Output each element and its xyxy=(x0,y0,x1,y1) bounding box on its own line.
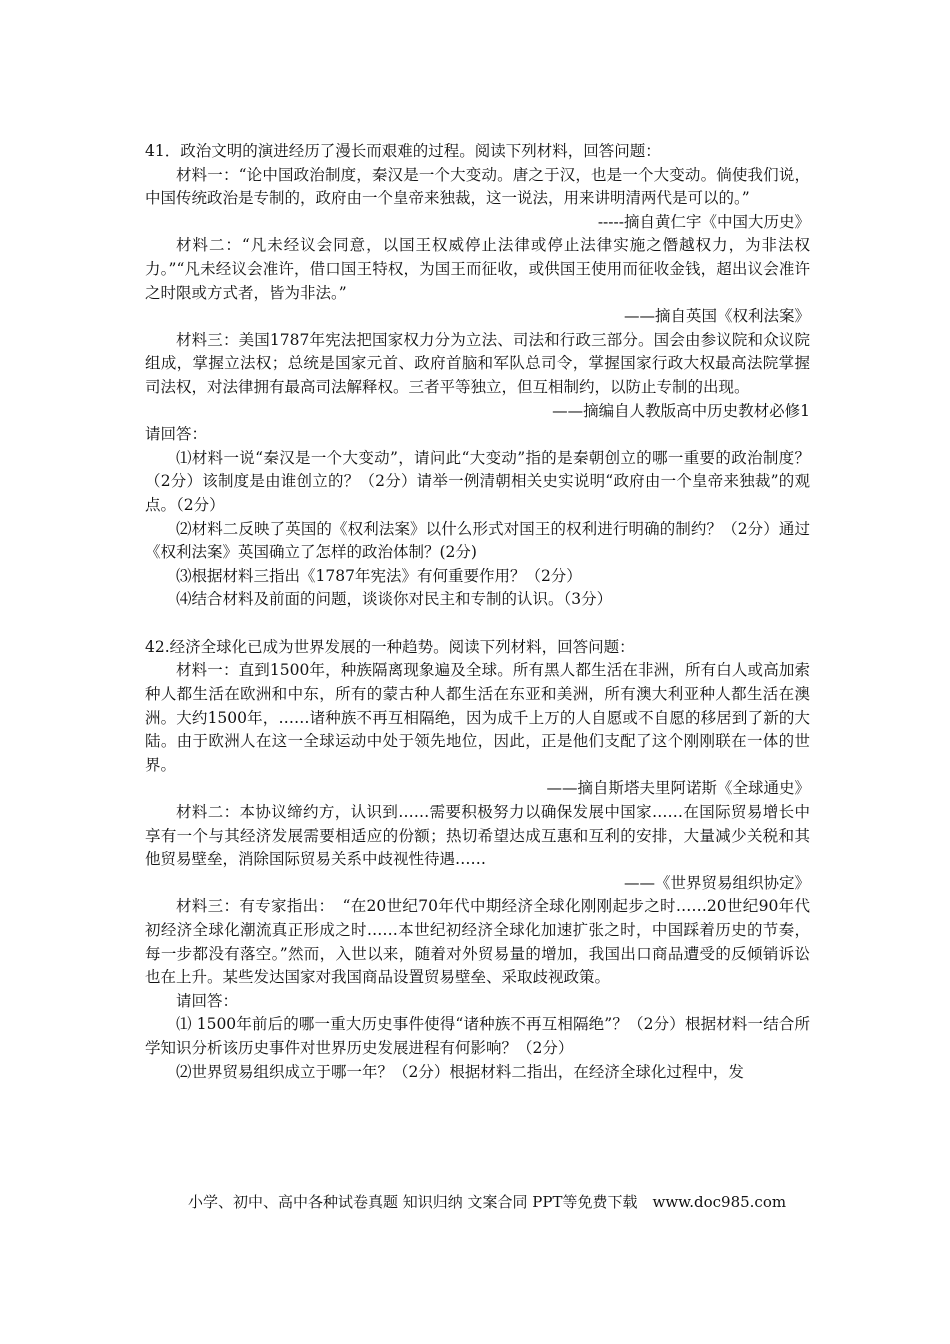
q41-ask: 请回答： xyxy=(145,425,208,444)
q42-material-3: 材料三：有专家指出： “在20世纪70年代中期经济全球化刚刚起步之时……20世纪90年代初经济全球化潮流真正形成之时……本世纪初经济全球化加速扩张之时，中国踩着历史的节奏，每一步都没有落空。”然而，入世以来，随着对外贸易量的增加，我国出口商品遭受的反倾销诉讼也在上升。某些发达国家对我国商品设置贸易壁垒、采取歧视政策。 xyxy=(145,897,810,987)
q42-subquestion-2: ⑵世界贸易组织成立于哪一年？（2分）根据材料二指出，在经济全球化过程中，发 xyxy=(176,1062,744,1081)
q41-material-1-source: -----摘自黄仁宇《中国大历史》 xyxy=(597,212,810,231)
question-41 xyxy=(145,140,810,612)
q41-title: 41．政治文明的演进经历了漫长而艰难的过程。阅读下列材料，回答问题： xyxy=(145,142,661,160)
q42-material-2: 材料二：本协议缔约方，认识到……需要积极努力以确保发展中国家……在国际贸易增长中享有一个与其经济发展需要相适应的份额；热切希望达成互惠和互利的安排，大量减少关税和其他贸易壁垒，消除国际贸易关系中歧视性待遇…… xyxy=(145,803,810,869)
q41-material-2-source: ——摘自英国《权利法案》 xyxy=(623,307,810,326)
q41-subquestion-4: ⑷结合材料及前面的问题，谈谈你对民主和专制的认识。（3分） xyxy=(176,590,613,609)
q42-ask: 请回答： xyxy=(176,991,239,1010)
q42-title: 42.经济全球化已成为世界发展的一种趋势。阅读下列材料，回答问题： xyxy=(145,637,635,656)
q42-subquestion-1: ⑴ 1500年前后的哪一重大历史事件使得“诸种族不再互相隔绝”？（2分）根据材料一结合所学知识分析该历史事件对世界历史发展进程有何影响？（2分） xyxy=(145,1015,810,1057)
q41-material-2: 材料二：“凡未经议会同意，以国王权威停止法律或停止法律实施之僭越权力，为非法权力。”“凡未经议会准许，借口国王特权，为国王而征收，或供国王使用而征收金钱，超出议会准许之时限或方式者，皆为非法。” xyxy=(145,236,810,302)
question-42 xyxy=(145,636,810,1084)
q42-material-1: 材料一：直到1500年，种族隔离现象遍及全球。所有黑人都生活在非洲，所有白人或高加索种人都生活在欧洲和中东，所有的蒙古种人都生活在东亚和美洲，所有澳大利亚种人都生活在澳洲。大约1500年，……诸种族不再互相隔绝，因为成千上万的人自愿或不自愿的移居到了新的大陆。由于欧洲人在这一全球运动中处于领先地位，因此，正是他们支配了这个刚刚联在一体的世界。 xyxy=(145,661,810,774)
page-footer: 小学、初中、高中各种试卷真题 知识归纳 文案合同 PPT等免费下载 www.doc985.com xyxy=(188,1193,787,1211)
q41-material-3-source: ——摘编自人教版高中历史教材必修1 xyxy=(552,401,810,420)
q41-subquestion-3: ⑶根据材料三指出《1787年宪法》有何重要作用？（2分） xyxy=(176,566,582,585)
q41-subquestion-2: ⑵材料二反映了英国的《权利法案》以什么形式对国王的权利进行明确的制约？（2分）通过《权利法案》英国确立了怎样的政治体制？(2分) xyxy=(145,519,810,562)
q42-material-2-source: ——《世界贸易组织协定》 xyxy=(623,873,810,892)
q42-material-1-source: ——摘自斯塔夫里阿诺斯《全球通史》 xyxy=(546,779,810,798)
q41-material-1: 材料一：“论中国政治制度，秦汉是一个大变动。唐之于汉，也是一个大变动。倘使我们说，中国传统政治是专制的，政府由一个皇帝来独裁，这一说法，用来讲明清两代是可以的。” xyxy=(145,165,810,208)
q41-material-3: 材料三：美国1787年宪法把国家权力分为立法、司法和行政三部分。国会由参议院和众议院组成，掌握立法权；总统是国家元首、政府首脑和军队总司令，掌握国家行政大权最高法院掌握司法权，对法律拥有最高司法解释权。三者平等独立，但互相制约，以防止专制的出现。 xyxy=(145,330,810,396)
exam-content xyxy=(145,140,810,1084)
q41-subquestion-1: ⑴材料一说“秦汉是一个大变动”，请问此“大变动”指的是秦朝创立的哪一重要的政治制度？（2分）该制度是由谁创立的？（2分）请举一例清朝相关史实说明“政府由一个皇帝来独裁”的观点。（2分） xyxy=(145,448,810,514)
section-gap xyxy=(145,612,810,636)
